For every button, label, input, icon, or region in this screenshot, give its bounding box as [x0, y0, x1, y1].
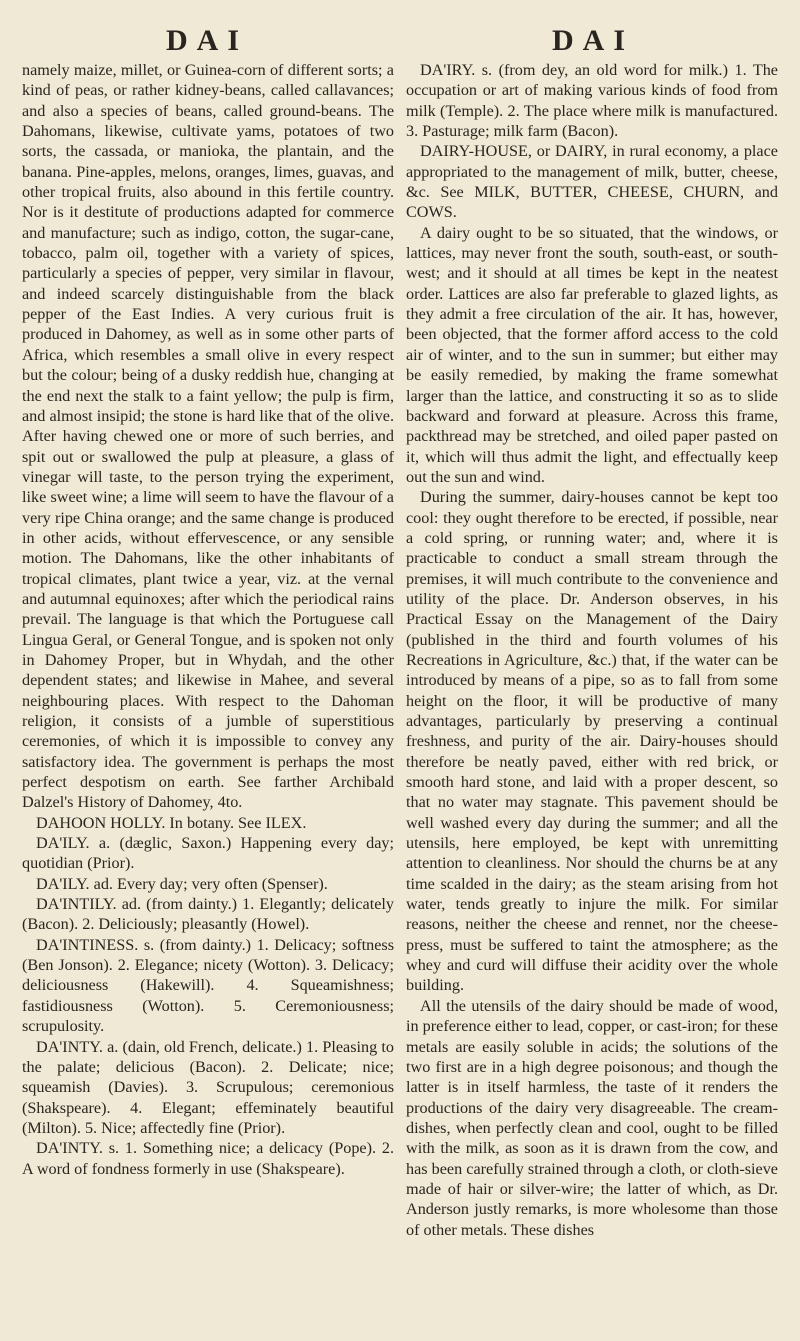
- entry-dahoon-holly: DAHOON HOLLY. In botany. See ILEX.: [36, 813, 307, 832]
- page-header: [22, 22, 778, 60]
- left-column: [22, 60, 394, 1240]
- dairy-situation-paragraph: A dairy ought to be so situated, that the windows, or lattices, may never front the south, south-east, or south-west; and it should at all times be kept in the neatest order. Lattices are also far preferable to glazed lights, as they admit a free circulation of the air. It has, however, been objected, that the former afford access to the cold air of winter, and to the sun in summer; but either may be easily remedied, by making the frame somewhat larger than the lattice, and constructing it so as to slide backward and forward at pleasure. Across this frame, packthread may be stretched, and oiled paper pasted on it, which will thus admit the light, and effectually keep out the sun and wind.: [406, 223, 778, 486]
- entry-daintiness: DA'INTINESS. s. (from dainty.) 1. Delicacy; softness (Ben Jonson). 2. Elegance; nicety (Wotton). 3. Delicacy; deliciousness (Hakewill). 4. Squeamishness; fastidiousness (Wotton). 5. Ceremoniousness; scrupulosity.: [22, 935, 394, 1036]
- dairy-summer-paragraph: During the summer, dairy-houses cannot be kept too cool: they ought therefore to be erected, if possible, near a cold spring, or running water; and, where it is practicable to conduct a small stream through the premises, it will much contribute to the convenience and utility of the place. Dr. Anderson observes, in his Practical Essay on the Management of the Dairy (published in the third and fourth volumes of his Recreations in Agriculture, &c.) that, if the water can be introduced by means of a pipe, so as to fall from some height on the floor, it will be productive of many advantages, particularly by preserving a continual freshness, and purity of the air. Dairy-houses should therefore be neatly paved, either with red brick, or smooth hard stone, and laid with a proper descent, so that no water may stagnate. This pavement should be well washed every day during the summer; and all the utensils, here employed, be kept with unremitting attention to cleanliness. Nor should the churns be at any time scalded in the dairy; as the steam arising from hot water, tends greatly to injure the milk. For similar reasons, neither the cheese and rennet, nor the cheese-press, must be suffered to taint the atmosphere; as the whey and curd will diffuse their acidity over the whole building.: [406, 488, 778, 995]
- right-column: [406, 60, 778, 1240]
- running-head-right: DAI: [551, 24, 634, 57]
- entry-dainty-adjective: DA'INTY. a. (dain, old French, delicate.) 1. Pleasing to the palate; delicious (Bacon). 2. Delicate; nice; squeamish (Davies). 3. Scrupulous; ceremonious (Shakspeare). 4. Elegant; effeminately beautiful (Milton). 5. Nice; affectedly fine (Prior).: [22, 1037, 394, 1137]
- running-head-left: DAI: [165, 24, 248, 57]
- dahomey-entry-continuation: namely maize, millet, or Guinea-corn of different sorts; a kind of peas, or rather kidney-beans, called callavances; and also a species of beans, called ground-beans. The Dahomans, likewise, cultivate yams, potatoes of two sorts, the cassada, or manioka, the plantain, and the banana. Pine-apples, melons, oranges, limes, guavas, and other tropical fruits, also abound in this fertile country. Nor is it destitute of productions adapted for commerce and manufacture; such as indigo, cotton, the sugar-cane, tobacco, palm oil, together with a variety of spices, particularly a species of pepper, very similar in flavour, and indeed scarcely distinguishable from the black pepper of the East Indies. A very curious fruit is produced in Dahomey, as well as in some other parts of Africa, which resembles a small olive in every respect but the colour; being of a dusky reddish hue, changing at the end next the stalk to a faint yellow; the pulp is firm, and almost insipid; the stone is hard like that of the olive. After having chewed one or more of such berries, and spit out or swallowed the pulp at pleasure, a glass of vinegar will taste, to the person trying the experiment, like sweet wine; a lime will seem to have the flavour of a very ripe China orange; and the same change is produced in other acids, without effervescence, or any sensible motion. The Dahomans, like the other inhabitants of tropical climates, plant twice a year, viz. at the vernal and autumnal equinoxes; after which the periodical rains prevail. The language is that which the Portuguese call Lingua Geral, or General Tongue, and is spoken not only in Dahomey Proper, but in Whydah, and the other dependent states; and likewise in Mahee, and several neighbouring places. With respect to the Dahoman religion, it consists of a jumble of superstitious ceremonies, of which it is impossible to convey any satisfactory idea. The government is perhaps the most perfect despotism on earth. See farther Archibald Dalzel's History of Dahomey, 4to.: [22, 61, 394, 812]
- entry-daintily: DA'INTILY. ad. (from dainty.) 1. Elegantly; delicately (Bacon). 2. Deliciously; pleasantly (Howel).: [22, 895, 394, 934]
- entry-dairy-house: DAIRY-HOUSE, or DAIRY, in rural economy, a place appropriated to the management of milk, butter, cheese, &c. See MILK, BUTTER, CHEESE, CHURN, and COWS.: [406, 142, 778, 222]
- entry-daily-adverb: DA'ILY. ad. Every day; very often (Spenser).: [36, 874, 328, 893]
- entry-dainty-noun: DA'INTY. s. 1. Something nice; a delicacy (Pope). 2. A word of fondness formerly in use (Shakspeare).: [22, 1139, 394, 1178]
- entry-daily-adjective: DA'ILY. a. (dæglic, Saxon.) Happening every day; quotidian (Prior).: [22, 834, 394, 873]
- entry-dairy: DA'IRY. s. (from dey, an old word for milk.) 1. The occupation or art of making various kinds of food from milk (Temple). 2. The place where milk is manufactured. 3. Pasturage; milk farm (Bacon).: [406, 61, 778, 141]
- dairy-utensils-paragraph: All the utensils of the dairy should be made of wood, in preference either to lead, copper, or cast-iron; for these metals are easily soluble in acids; the solutions of the two first are in a high degree poisonous; and though the latter is in itself harmless, the taste of it renders the productions of the dairy very disagreeable. The cream-dishes, when perfectly clean and cool, ought to be filled with the milk, as soon as it is drawn from the cow, and has been carefully strained through a cloth, or cloth-sieve made of hair or silver-wire; the latter of which, as Dr. Anderson justly remarks, is more wholesome than those of other metals. These dishes: [406, 996, 778, 1239]
- text-columns: [22, 60, 778, 1240]
